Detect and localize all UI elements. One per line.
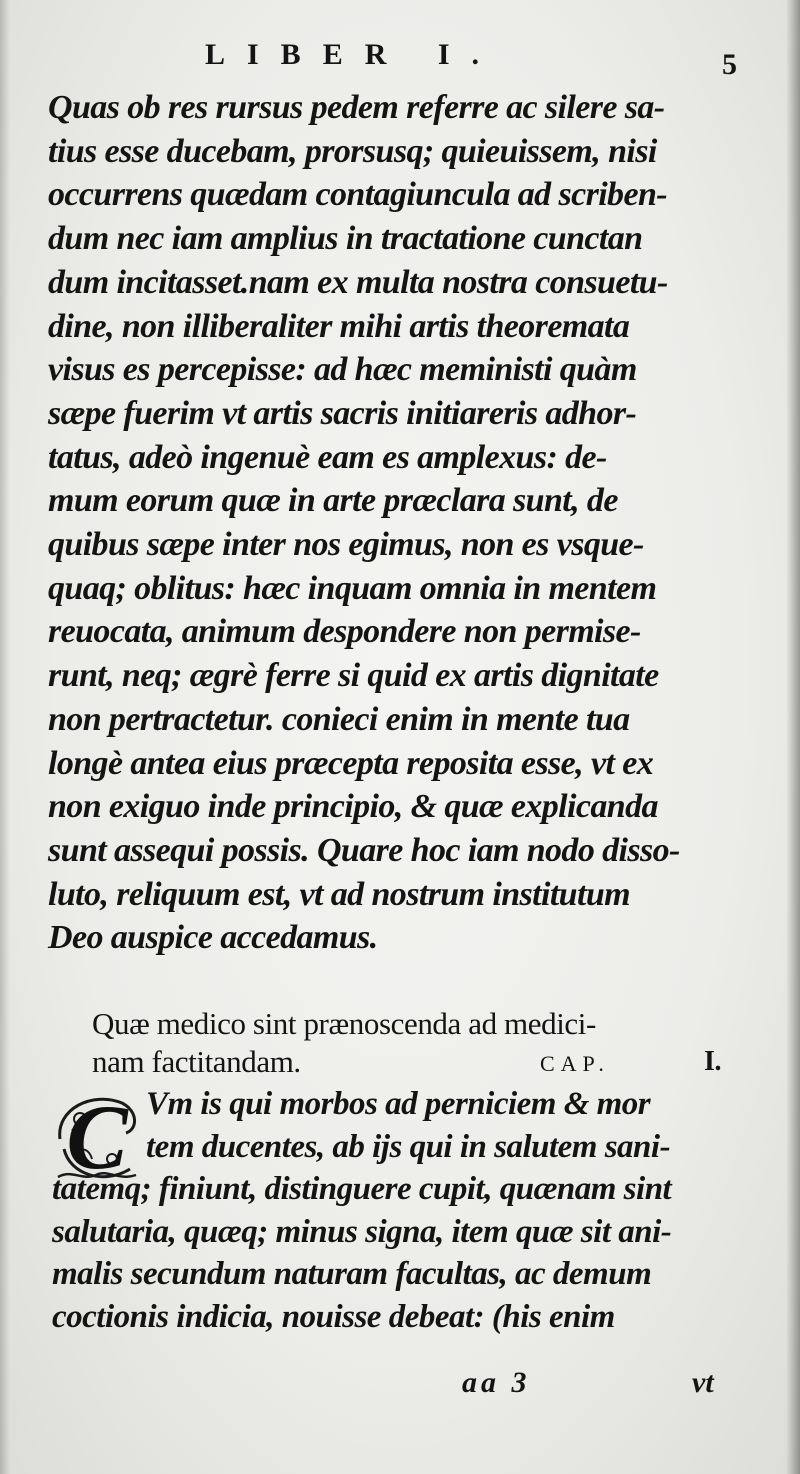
chapter-text-line: tatemq; finiunt, distinguere cupit, quænam sint (52, 1171, 672, 1207)
chapter-heading-text: nam factitandam. (92, 1044, 301, 1079)
signature-mark: aa 3 (462, 1366, 531, 1399)
text-line: Quas ob res rursus pedem referre ac silere sa- (48, 89, 665, 126)
text-line: visus es percepisse: ad hæc meministi quàm (48, 351, 637, 389)
chapter-heading-text: Quæ medico sint prænoscenda ad medici- (92, 1006, 596, 1041)
chapter-text-line: coctionis indicia, nouisse debeat: (his enim (52, 1298, 615, 1335)
running-title: LIBER I. (205, 38, 502, 71)
chapter-heading (92, 1005, 742, 1081)
page-footer (0, 1366, 800, 1406)
chapter-number: I. (704, 1046, 722, 1077)
text-line: dum nec iam amplius in tractatione cunctan (48, 220, 643, 258)
chapter-text-line: malis secundum naturam facultas, ac demum (52, 1256, 652, 1292)
text-line: sæpe fuerim vt artis sacris initiareris adhor- (48, 394, 637, 432)
page-header (0, 38, 800, 81)
chapter-text-line: Vm is qui morbos ad perniciem & mor (146, 1086, 651, 1122)
page-edge-shadow-left (0, 0, 10, 1474)
chapter-text-line: salutaria, quæq; minus signa, item quæ sit ani- (52, 1213, 672, 1250)
initial-letter: C (66, 1086, 128, 1188)
text-line: reuocata, animum despondere non permise- (48, 613, 641, 651)
catchword: vt (692, 1366, 714, 1399)
text-line: occurrens quædam contagiuncula ad scriben- (48, 176, 667, 214)
body-text (48, 86, 738, 960)
text-line: luto, reliquum est, vt ad nostrum institutum (48, 875, 630, 913)
text-line: non pertractetur. conieci enim in mente tua (48, 700, 630, 738)
chapter-label: CAP. (540, 1051, 610, 1076)
text-line: longè antea eius præcepta reposita esse, vt ex (48, 744, 654, 782)
text-line: dum incitasset.nam ex multa nostra consuetu- (48, 263, 668, 301)
text-line: tatus, adeò ingenuè eam es amplexus: de- (48, 438, 607, 476)
decorated-initial (52, 1086, 142, 1188)
page-edge-shadow-right (786, 0, 800, 1474)
text-line: dine, non illiberaliter mihi artis theoremata (48, 307, 630, 345)
text-line: sunt assequi possis. Quare hoc iam nodo disso- (48, 831, 680, 869)
chapter-body (52, 1083, 742, 1338)
text-line: quaq; oblitus: hæc inquam omnia in mentem (48, 569, 657, 607)
page-number: 5 (722, 48, 737, 81)
text-line: quibus sæpe inter nos egimus, non es vsque- (48, 526, 644, 564)
chapter-heading-line (92, 1043, 742, 1081)
text-line: mum eorum quæ in arte præclara sunt, de (48, 482, 618, 520)
text-line: non exiguo inde principio, & quæ explicanda (48, 788, 658, 826)
text-line: runt, neq; ægrè ferre si quid ex artis dignitate (48, 657, 659, 695)
chapter-text-line: tem ducentes, ab ijs qui in salutem sani- (146, 1128, 671, 1165)
text-line: tius esse ducebam, prorsusq; quieuissem, nisi (48, 132, 657, 170)
chapter-heading-line (92, 1005, 742, 1043)
text-line: Deo auspice accedamus. (48, 919, 378, 957)
